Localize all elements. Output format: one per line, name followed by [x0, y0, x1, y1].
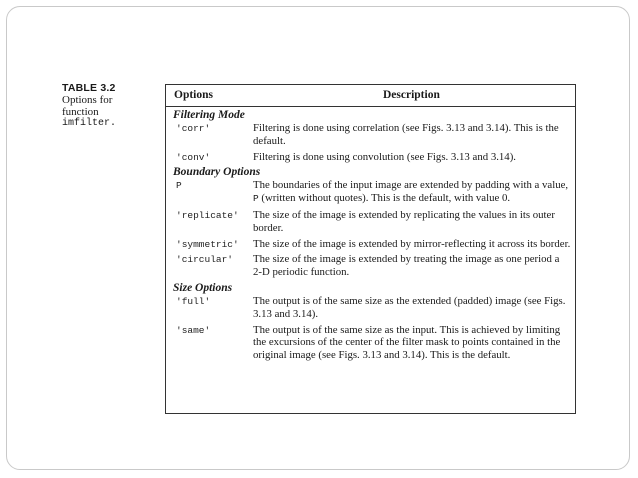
row-description: Filtering is done using convolution (see Figs. 3.13 and 3.14). — [253, 150, 517, 163]
caption-function-name: imfilter. — [62, 118, 117, 129]
table-row — [166, 151, 575, 164]
row-description: The output is of the same size as the extended (padded) image (see Figs. 3.13 and 3.14). — [253, 294, 566, 320]
row-description: The size of the image is extended by treating the image as one period a 2-D periodic function. — [253, 253, 560, 279]
row-description — [253, 179, 571, 206]
option-corr: 'corr' — [176, 123, 211, 134]
table-header — [166, 85, 575, 107]
section-filtering-mode: Filtering Mode — [173, 109, 245, 121]
row-description: The output is of the same size as the input. This is achieved by limiting the excursions of the center of the filter mask to points contained in the original image (see Figs. 3.13 and 3.14). This is the default. — [253, 323, 561, 362]
header-description: Description — [383, 89, 440, 101]
row-description: Filtering is done using correlation (see Figs. 3.13 and 3.14). This is the default. — [253, 122, 559, 147]
option-same: 'same' — [176, 324, 211, 336]
caption-title: TABLE 3.2 — [62, 82, 116, 94]
option-full: 'full' — [176, 295, 211, 307]
option-circular: 'circular' — [176, 254, 234, 266]
header-options: Options — [174, 89, 213, 101]
option-symmetric: 'symmetric' — [176, 238, 239, 250]
table-body — [166, 107, 575, 362]
section-size-options: Size Options — [173, 281, 233, 294]
table-row — [166, 324, 575, 362]
caption-line-1: Options for — [62, 94, 113, 106]
option-conv: 'conv' — [176, 151, 211, 163]
table-row — [166, 209, 575, 235]
options-table — [165, 84, 576, 414]
section-boundary-options: Boundary Options — [173, 166, 261, 179]
option-replicate: 'replicate' — [176, 209, 239, 221]
table-row — [166, 295, 575, 321]
desc-text-b: (written without quotes). This is the default, with value 0. — [258, 192, 511, 205]
table-row — [166, 122, 575, 148]
table-row — [166, 238, 575, 251]
row-description: The size of the image is extended by mirror-reflecting it across its border. — [253, 237, 571, 250]
desc-text-a: The boundaries of the input image are extended by padding with a value, — [253, 179, 569, 192]
table-caption — [62, 82, 162, 130]
row-description: The size of the image is extended by replicating the values in its outer border. — [253, 208, 555, 234]
table-row — [166, 179, 575, 206]
desc-code: P — [253, 193, 259, 205]
table-row — [166, 253, 575, 279]
option-p: P — [176, 180, 182, 192]
caption-line-2: function — [62, 106, 99, 118]
